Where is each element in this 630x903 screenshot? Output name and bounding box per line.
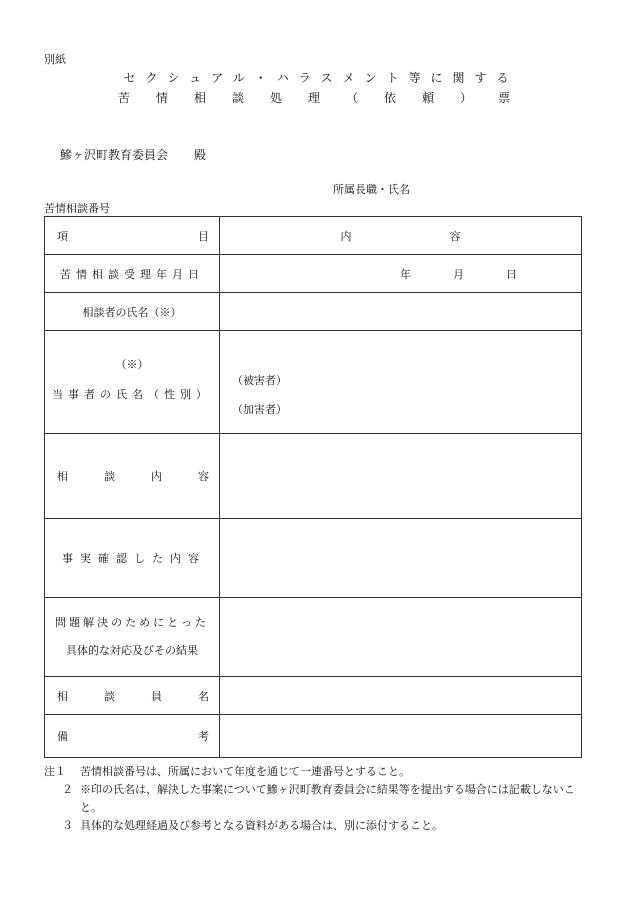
consultation-content-field[interactable] xyxy=(220,434,582,519)
note-text: ※印の氏名は、解決した事案について鰺ヶ沢町教育委員会に結果等を提出する場合には記載しないこと。 xyxy=(80,783,575,814)
party-label-text: 当事者の氏名（性別） xyxy=(52,388,212,401)
form-title-line1: セクシュアル・ハラスメント等に関する xyxy=(123,71,519,85)
complaint-number-label: 苦情相談番号 xyxy=(44,202,110,215)
notes-section xyxy=(44,763,580,835)
affiliation-label: 所属長職・氏名 xyxy=(333,183,410,196)
consultation-content-row xyxy=(45,434,582,519)
resolution-field[interactable] xyxy=(220,598,582,677)
victim-label: （被害者） xyxy=(232,374,287,387)
consultant-row xyxy=(45,677,582,715)
received-date-label: 苦情相談受理年月日 xyxy=(45,255,220,293)
consulter-name-field[interactable] xyxy=(220,293,582,331)
resolution-row xyxy=(45,598,582,677)
note-item xyxy=(44,781,580,817)
consulter-label: 相談者の氏名（※） xyxy=(45,293,220,331)
form-title-line2: 苦 情 相 談 処 理 （ 依 頼 ） 票 xyxy=(117,91,513,105)
attachment-label: 別紙 xyxy=(44,53,66,66)
note-text: 具体的な処理経過及び参考となる資料がある場合は、別に添付すること。 xyxy=(80,819,443,832)
note-number: ２ xyxy=(62,783,73,796)
header-content-cell: 内 容 xyxy=(220,217,582,255)
header-item-cell: 項 目 xyxy=(45,217,220,255)
table-header-row xyxy=(45,217,582,255)
note-item xyxy=(44,817,580,835)
resolution-label xyxy=(45,598,220,677)
addressee xyxy=(60,146,206,163)
note-item xyxy=(44,763,580,781)
party-label xyxy=(45,331,220,434)
addressee-suffix: 殿 xyxy=(194,148,207,162)
remarks-row xyxy=(45,715,582,758)
party-name-field[interactable] xyxy=(220,331,582,434)
note-text: 苦情相談番号は、所属において年度を通じて一連番号とすること。 xyxy=(80,765,410,778)
year-unit: 年 xyxy=(400,267,411,281)
remarks-field[interactable] xyxy=(220,715,582,758)
fact-check-field[interactable] xyxy=(220,519,582,598)
fact-check-label: 事実確認した内容 xyxy=(45,519,220,598)
note-number: ３ xyxy=(62,819,73,832)
consultation-content-label: 相 談 内 容 xyxy=(45,434,220,519)
complaint-form-table xyxy=(44,216,582,758)
addressee-name: 鰺ヶ沢町教育委員会 xyxy=(60,148,169,162)
received-date-row xyxy=(45,255,582,293)
resolution-label-line1: 問題解決のためにとった xyxy=(55,616,209,629)
received-date-field[interactable] xyxy=(220,255,582,293)
fact-check-row xyxy=(45,519,582,598)
resolution-label-line2: 具体的な対応及びその結果 xyxy=(66,644,198,657)
consultant-label: 相 談 員 名 xyxy=(45,677,220,715)
consulter-row xyxy=(45,293,582,331)
month-unit: 月 xyxy=(453,267,464,281)
offender-label: （加害者） xyxy=(232,403,287,416)
note-number: 注１ xyxy=(44,765,66,778)
remarks-label: 備 考 xyxy=(45,715,220,758)
party-row xyxy=(45,331,582,434)
day-unit: 日 xyxy=(506,267,517,281)
party-mark: （※） xyxy=(115,358,149,371)
consultant-name-field[interactable] xyxy=(220,677,582,715)
